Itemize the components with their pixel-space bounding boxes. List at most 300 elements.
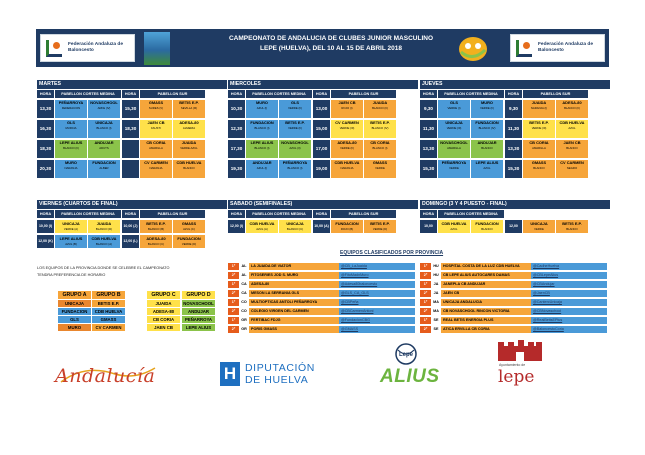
rank: 1º bbox=[420, 317, 431, 324]
rank: 1º bbox=[420, 299, 431, 306]
team-kit: AMARILLA bbox=[149, 146, 163, 150]
club-name: FERTIBAC FDJG bbox=[249, 317, 339, 324]
team-kit: AZUL bbox=[450, 227, 458, 231]
team-kit: VERDE (I) bbox=[447, 106, 461, 110]
group-team: MURO bbox=[58, 324, 91, 331]
day-title: MIERCOLES bbox=[228, 80, 418, 89]
team-name: ANDUJAR bbox=[477, 140, 497, 145]
provincia-row bbox=[420, 326, 610, 333]
team-kit: BLANCO (II) bbox=[372, 106, 388, 110]
club-twitter-link[interactable]: @CBCarmenAntoni bbox=[339, 308, 415, 315]
team-kit: AMARILLA bbox=[532, 146, 546, 150]
col-court-2: PABELLON SUR bbox=[523, 90, 588, 98]
match-cell bbox=[173, 120, 205, 138]
team-kit: BLANCO (IV) bbox=[371, 126, 389, 130]
provincia-row bbox=[228, 263, 418, 270]
team-name: LEPE ALIUS bbox=[250, 140, 274, 145]
team-kit: NARANJA bbox=[64, 166, 78, 170]
team-kit: BLANCO bbox=[566, 227, 578, 231]
team-name: NOVASCHOOL bbox=[440, 140, 468, 145]
team-kit: BLANCO (I) bbox=[254, 146, 270, 150]
team-kit: VERDE bbox=[534, 227, 544, 231]
match-cell bbox=[173, 160, 205, 178]
province-code: AL bbox=[241, 273, 247, 277]
club-twitter-link[interactable]: @FundacionCBG bbox=[339, 317, 415, 324]
match-cell bbox=[140, 140, 172, 158]
club-twitter-link[interactable]: @CB_LaJuaida bbox=[339, 263, 415, 270]
time-cell-2: 10,00 (J) bbox=[122, 220, 139, 233]
provincia-row bbox=[228, 281, 418, 288]
col-court-2: PABELLON SUR bbox=[331, 210, 396, 218]
team-kit: AMARILLA bbox=[447, 146, 461, 150]
match-cell bbox=[279, 160, 311, 178]
time-cell-2: 10,00 (A) bbox=[313, 220, 330, 233]
team-kit: BLANCO (I) bbox=[96, 126, 112, 130]
basketball-hoop-icon bbox=[516, 40, 532, 57]
team-name: NOVASCHOOL bbox=[281, 140, 309, 145]
match-cell bbox=[523, 120, 555, 138]
team-kit: AZUL (I) bbox=[256, 166, 268, 170]
time-cell-2 bbox=[122, 140, 139, 158]
club-twitter-link[interactable]: @GMASS bbox=[339, 326, 415, 333]
federation-logo-text: Federación Andaluza de Baloncesto bbox=[68, 42, 123, 53]
col-hora: HORA bbox=[37, 210, 54, 218]
team-name: CDB HUELVA bbox=[91, 236, 117, 241]
col-hora: HORA bbox=[420, 90, 437, 98]
team-kit: VERDE bbox=[449, 166, 459, 170]
team-name: UNICAJA bbox=[95, 120, 113, 125]
match-cell bbox=[364, 160, 396, 178]
team-name: CB CORIA bbox=[370, 140, 390, 145]
team-name: MURO bbox=[481, 100, 493, 105]
team-kit: VERDE (III) bbox=[339, 126, 355, 130]
lepe-small-text: Ayuntamiento de bbox=[499, 363, 526, 367]
club-twitter-link[interactable]: @GLS_CA_GLS bbox=[339, 290, 415, 297]
match-cell bbox=[523, 140, 555, 158]
team-kit: BLANCO (I) bbox=[254, 126, 270, 130]
team-kit: FAUSTI bbox=[151, 126, 161, 130]
provincia-row bbox=[420, 263, 610, 270]
time-cell: 9,30 bbox=[420, 100, 437, 118]
team-name: JAEN CB bbox=[147, 120, 165, 125]
club-name: ADESA-80 bbox=[249, 281, 339, 288]
club-twitter-link[interactable]: @CBAndujar bbox=[531, 281, 607, 288]
match-cell bbox=[55, 160, 87, 178]
team-kit: ALMERIA bbox=[182, 126, 196, 130]
basketball-hoop-icon bbox=[46, 40, 62, 57]
rank: 2º bbox=[228, 272, 239, 279]
time-cell: 19,30 bbox=[228, 160, 245, 178]
match-cell bbox=[173, 140, 205, 158]
province-code: JA bbox=[433, 282, 439, 286]
team-kit: AZUL (B) bbox=[65, 242, 77, 246]
match-cell bbox=[55, 120, 87, 138]
team-kit: BLANCO bbox=[566, 146, 578, 150]
team-kit: MURCIA bbox=[65, 126, 77, 130]
club-name: FITOSERIES JOD S. MURO bbox=[249, 272, 339, 279]
team-kit: AZUL (II) bbox=[289, 146, 301, 150]
team-kit: BLANCO bbox=[183, 166, 195, 170]
team-kit: FEDERACION bbox=[61, 106, 81, 110]
team-kit: VERDE (III) bbox=[531, 126, 547, 130]
team-name: GMASS bbox=[372, 160, 388, 165]
match-cell bbox=[55, 220, 87, 233]
header-banner bbox=[36, 29, 609, 67]
province-code: JA bbox=[433, 291, 439, 295]
team-kit: ALBER bbox=[99, 166, 109, 170]
province-code: CA bbox=[241, 291, 247, 295]
club-twitter-link[interactable]: @CadheHuelva bbox=[531, 263, 607, 270]
page-subtitle: LEPE (HUELVA), DEL 10 AL 15 DE ABRIL 2018 bbox=[260, 45, 402, 52]
match-cell bbox=[331, 220, 363, 233]
time-cell: 10,00 bbox=[420, 220, 437, 233]
club-name: COLEGIO VIRGEN DEL CARMEN bbox=[249, 308, 339, 315]
rank: 2º bbox=[420, 290, 431, 297]
day-section-2 bbox=[420, 80, 610, 185]
time-cell: 16,30 bbox=[37, 120, 54, 138]
col-hora-2: HORA bbox=[122, 210, 139, 218]
team-name: CDB HUELVA bbox=[441, 221, 467, 226]
col-court-2: PABELLON SUR bbox=[331, 90, 396, 98]
team-name: LEPE ALIUS bbox=[475, 160, 499, 165]
rank: 2º bbox=[228, 308, 239, 315]
match-cell bbox=[246, 100, 278, 118]
team-kit: BLANCO bbox=[533, 166, 545, 170]
time-cell-2: 12,00 bbox=[505, 220, 522, 233]
federation-logo-right bbox=[510, 34, 605, 62]
province-code: AL bbox=[241, 264, 247, 268]
match-cell bbox=[88, 120, 120, 138]
group-team: PEÑARROYA bbox=[182, 316, 215, 323]
match-cell bbox=[88, 220, 120, 233]
group-team: ANDUJAR bbox=[182, 308, 215, 315]
province-code: HU bbox=[433, 264, 439, 268]
team-kit: BLANCO bbox=[481, 146, 493, 150]
province-code: CO bbox=[241, 300, 247, 304]
team-name: UNICAJA bbox=[286, 221, 304, 226]
provincia-row bbox=[228, 308, 418, 315]
match-cell bbox=[246, 120, 278, 138]
team-name: MURO bbox=[65, 160, 77, 165]
province-code: CO bbox=[241, 309, 247, 313]
team-kit: AZUL (A) bbox=[256, 227, 268, 231]
team-kit: AZUL (C) bbox=[183, 227, 195, 231]
club-twitter-link[interactable]: @RealBetisEPlus bbox=[531, 317, 607, 324]
col-hora-2: HORA bbox=[122, 90, 139, 98]
group-team: ADESA-80 bbox=[147, 308, 180, 315]
team-kit: VERDE (A) bbox=[63, 227, 79, 231]
time-cell: 10,00 (I) bbox=[37, 220, 54, 233]
time-cell-2 bbox=[122, 160, 139, 178]
team-name: GMASS bbox=[148, 100, 164, 105]
match-cell bbox=[88, 100, 120, 118]
match-cell bbox=[438, 120, 470, 138]
match-cell bbox=[88, 160, 120, 178]
time-cell-2: 12,00 (L) bbox=[122, 235, 139, 248]
team-name: FUNDACION bbox=[335, 221, 359, 226]
time-cell-2: 15,00 bbox=[313, 120, 330, 138]
team-name: ADESA-80 bbox=[337, 140, 357, 145]
match-cell bbox=[173, 235, 205, 248]
province-code: HU bbox=[433, 273, 439, 277]
team-name: UNICAJA bbox=[530, 221, 548, 226]
col-court-1: PABELLON CORTES MEDINA bbox=[246, 210, 312, 218]
provincia-row bbox=[228, 299, 418, 306]
castle-icon bbox=[494, 340, 546, 362]
group-header: GRUPO A bbox=[58, 291, 91, 299]
match-cell bbox=[364, 220, 396, 233]
group-team: CDB HUELVA bbox=[92, 308, 125, 315]
club-name: HOSPITAL COSTA DE LA LUZ CDB HUELVA bbox=[441, 263, 531, 270]
group-header: GRUPO C bbox=[147, 291, 180, 299]
alius-emblem-icon bbox=[376, 342, 436, 368]
team-kit: BLANCO (II) bbox=[564, 106, 580, 110]
team-name: GLS bbox=[291, 100, 299, 105]
provincia-row bbox=[228, 290, 418, 297]
match-cell bbox=[556, 160, 588, 178]
team-name: FUNDACION bbox=[475, 120, 499, 125]
province-code: GR bbox=[241, 327, 247, 331]
note-line-2: TENDRA PREFERENCIA DE HORARIO bbox=[37, 273, 106, 277]
team-name: LEPE ALIUS bbox=[59, 140, 83, 145]
match-cell bbox=[364, 120, 396, 138]
match-cell bbox=[88, 235, 120, 248]
match-cell bbox=[140, 235, 172, 248]
team-name: CB CORIA bbox=[529, 140, 549, 145]
time-cell: 18,30 bbox=[37, 140, 54, 158]
club-twitter-link[interactable]: @CantercUnicaja bbox=[531, 299, 607, 306]
match-cell bbox=[140, 160, 172, 178]
team-kit: BLANCO (I) bbox=[287, 166, 303, 170]
team-name: JUAIDA bbox=[96, 221, 112, 226]
federation-logo-text: Federación Andaluza de Baloncesto bbox=[538, 42, 593, 53]
club-name: ATICA ERVILLA CB CORIA bbox=[441, 326, 531, 333]
day-section-1 bbox=[228, 80, 418, 185]
match-cell bbox=[471, 160, 503, 178]
day-title: DOMINGO (3 Y 4 PUESTO - FINAL) bbox=[420, 200, 610, 209]
province-code: CA bbox=[241, 282, 247, 286]
col-court-1: PABELLON CORTES MEDINA bbox=[246, 90, 312, 98]
team-name: FUNDACION bbox=[475, 221, 499, 226]
group-team: NOVASCHOOL bbox=[183, 301, 214, 306]
time-cell: 10,30 bbox=[228, 100, 245, 118]
team-name: UNICAJA bbox=[62, 221, 80, 226]
team-name: JUAIDA bbox=[531, 100, 547, 105]
rank: 1º bbox=[420, 281, 431, 288]
match-cell bbox=[279, 100, 311, 118]
day-title: MARTES bbox=[37, 80, 227, 89]
team-kit: ROJO (B) bbox=[340, 227, 354, 231]
rank: 1º bbox=[228, 281, 239, 288]
alius-text: ALIUS bbox=[380, 366, 440, 387]
andalucia-logo-text: Andalucía bbox=[55, 365, 156, 387]
provincia-row bbox=[420, 308, 610, 315]
team-kit: SEVILLA (III) bbox=[180, 106, 198, 110]
province-code: MA bbox=[433, 309, 439, 313]
team-name: MURO bbox=[256, 100, 268, 105]
team-kit: BLANCO (II) bbox=[63, 146, 79, 150]
team-name: BETIS E.P. bbox=[529, 120, 549, 125]
team-name: CV CARMEN bbox=[335, 120, 359, 125]
club-name: JAEN CB bbox=[441, 290, 531, 297]
time-cell-2: 13,00 bbox=[313, 100, 330, 118]
club-twitter-link[interactable]: @BaloncestoCoria bbox=[531, 326, 607, 333]
team-kit: VERDE (II) bbox=[480, 106, 494, 110]
team-name: BETIS E.P. bbox=[285, 120, 305, 125]
team-name: FUNDACION bbox=[177, 236, 201, 241]
provincia-row bbox=[420, 281, 610, 288]
match-cell bbox=[140, 220, 172, 233]
team-name: BETIS E.P. bbox=[146, 221, 166, 226]
team-kit: BLANCO (C) bbox=[286, 227, 304, 231]
team-kit: BLANCO (B) bbox=[147, 227, 164, 231]
day-section-0 bbox=[37, 80, 227, 185]
match-cell bbox=[364, 140, 396, 158]
rank: 2º bbox=[420, 308, 431, 315]
club-name: JANEPLA CB ANDUJAR bbox=[441, 281, 531, 288]
time-cell-2: 13,30 bbox=[505, 140, 522, 158]
team-kit: AZUL bbox=[483, 166, 491, 170]
time-cell-2: 11,30 bbox=[505, 120, 522, 138]
club-name: LA JUAIDA DE VIATOR bbox=[249, 263, 339, 270]
team-kit: VERDE (D) bbox=[181, 242, 197, 246]
group-team: GMASS bbox=[92, 316, 125, 323]
team-name: CDB HUELVA bbox=[334, 160, 360, 165]
province-code: SE bbox=[433, 327, 439, 331]
group-team: GLS bbox=[58, 316, 91, 323]
match-cell bbox=[438, 160, 470, 178]
match-cell bbox=[140, 100, 172, 118]
match-cell bbox=[556, 220, 588, 233]
diputacion-line1: DIPUTACIÓN bbox=[245, 362, 315, 374]
team-name: BETIS E.P. bbox=[179, 100, 199, 105]
team-name: BETIS E.P. bbox=[370, 120, 390, 125]
match-cell bbox=[471, 100, 503, 118]
match-cell bbox=[55, 140, 87, 158]
club-twitter-link[interactable]: @JaenCB bbox=[531, 290, 607, 297]
club-name: MULTIOPTICAS ANTOLI PEÑARROYA bbox=[249, 299, 339, 306]
group-team: BETIS E.P. bbox=[92, 300, 125, 307]
team-kit: BLANCO (A) bbox=[95, 242, 112, 246]
club-twitter-link[interactable]: @Adesa80baloncesto bbox=[339, 281, 415, 288]
team-kit: BLANCO (I) bbox=[372, 146, 388, 150]
match-cell bbox=[471, 220, 503, 233]
team-name: CB CORIA bbox=[146, 140, 166, 145]
note-line-1: LOS EQUIPOS DE LA PROVINCIA DONDE SE CELEBRE EL CAMPEONATO bbox=[37, 266, 170, 270]
team-name: ADESA-80 bbox=[146, 236, 166, 241]
team-kit: VERDE (II) bbox=[340, 146, 354, 150]
rank: 1º bbox=[420, 263, 431, 270]
match-cell bbox=[55, 100, 87, 118]
sunday-section bbox=[420, 200, 610, 260]
time-cell-2: 19,00 bbox=[313, 160, 330, 178]
mascot-icon bbox=[456, 32, 490, 64]
team-name: BETIS E.P. bbox=[562, 221, 582, 226]
team-name: GMASS bbox=[531, 160, 547, 165]
team-kit: NARANJA (I) bbox=[530, 106, 548, 110]
friday-section bbox=[37, 200, 227, 260]
match-cell bbox=[173, 220, 205, 233]
match-cell bbox=[88, 140, 120, 158]
team-name: PEÑARROYA bbox=[58, 100, 84, 105]
match-cell bbox=[523, 220, 555, 233]
team-name: CDB HUELVA bbox=[559, 120, 585, 125]
team-name: GMASS bbox=[181, 221, 197, 226]
time-cell-2: 17,00 bbox=[313, 140, 330, 158]
match-cell bbox=[471, 120, 503, 138]
club-name: UNICAJA ANDALUCIA bbox=[441, 299, 531, 306]
federation-logo bbox=[40, 34, 135, 62]
col-hora: HORA bbox=[228, 210, 245, 218]
team-kit: ARFE (IV) bbox=[97, 106, 111, 110]
time-cell-2: 18,30 bbox=[122, 120, 139, 138]
team-kit: BLANCO (C) bbox=[147, 242, 165, 246]
match-cell bbox=[331, 140, 363, 158]
match-cell bbox=[246, 140, 278, 158]
team-kit: NEGRO bbox=[566, 166, 578, 170]
group-team: LEPE ALIUS bbox=[182, 324, 215, 331]
match-cell bbox=[438, 220, 470, 233]
club-name: MESON LA SERRANIA GLS bbox=[249, 290, 339, 297]
club-name: REAL BETIS ENERGIA PLUS bbox=[441, 317, 531, 324]
club-twitter-link[interactable]: @FitoMadnMuro bbox=[339, 272, 415, 279]
group-header: GRUPO B bbox=[92, 291, 125, 299]
club-twitter-link[interactable]: @CBNovaschool bbox=[531, 308, 607, 315]
team-name: CDB HUELVA bbox=[249, 221, 275, 226]
andalucia-logo bbox=[55, 360, 160, 390]
match-cell bbox=[55, 235, 87, 248]
match-cell bbox=[438, 100, 470, 118]
col-hora-2: HORA bbox=[313, 90, 330, 98]
team-name: PEÑARROYA bbox=[441, 160, 467, 165]
team-kit: VERDE (III) bbox=[446, 126, 462, 130]
provincia-row bbox=[420, 272, 610, 279]
lepe-text: lepe bbox=[498, 367, 535, 387]
team-name: GLS bbox=[450, 100, 458, 105]
team-kit: NARANJA bbox=[340, 166, 354, 170]
col-court-2: PABELLON SUR bbox=[140, 90, 205, 98]
match-cell bbox=[279, 220, 311, 233]
page-title: CAMPEONATO DE ANDALUCIA DE CLUBES JUNIOR MASCULINO bbox=[228, 35, 434, 42]
team-kit: BLANCO (IV) bbox=[478, 126, 496, 130]
team-kit: VERDE (II) bbox=[288, 106, 302, 110]
team-name: BETIS E.P. bbox=[370, 221, 390, 226]
rank: 1º bbox=[228, 299, 239, 306]
team-kit: ROJO (I) bbox=[341, 106, 353, 110]
col-court-1: PABELLON CORTES MEDINA bbox=[55, 90, 121, 98]
match-cell bbox=[438, 140, 470, 158]
team-name: LEPE ALIUS bbox=[59, 236, 83, 241]
day-title: VIERNES (CUARTOS DE FINAL) bbox=[37, 200, 227, 209]
team-name: JUAIDA bbox=[372, 100, 388, 105]
time-cell: 12,00 (K) bbox=[37, 235, 54, 248]
club-twitter-link[interactable]: @CBLepeAlius bbox=[531, 272, 607, 279]
team-name: ADESA-80 bbox=[179, 120, 199, 125]
club-twitter-link[interactable]: @CBPeña bbox=[339, 299, 415, 306]
time-cell: 20,30 bbox=[37, 160, 54, 178]
group-team: CB CORIA bbox=[147, 316, 180, 323]
team-name: ADESA-80 bbox=[562, 100, 582, 105]
day-title: SABADO (SEMIFINALES) bbox=[228, 200, 418, 209]
group-header: GRUPO D bbox=[182, 291, 215, 299]
team-kit: VERDE AZUL bbox=[180, 146, 198, 150]
col-court-1: PABELLON CORTES MEDINA bbox=[438, 90, 504, 98]
time-cell: 11,30 bbox=[420, 120, 437, 138]
match-cell bbox=[246, 160, 278, 178]
club-name: CB NOVASCHOOL RINCON VICTORIA bbox=[441, 308, 531, 315]
lepe-logo bbox=[494, 340, 546, 390]
event-poster-image bbox=[144, 32, 170, 65]
